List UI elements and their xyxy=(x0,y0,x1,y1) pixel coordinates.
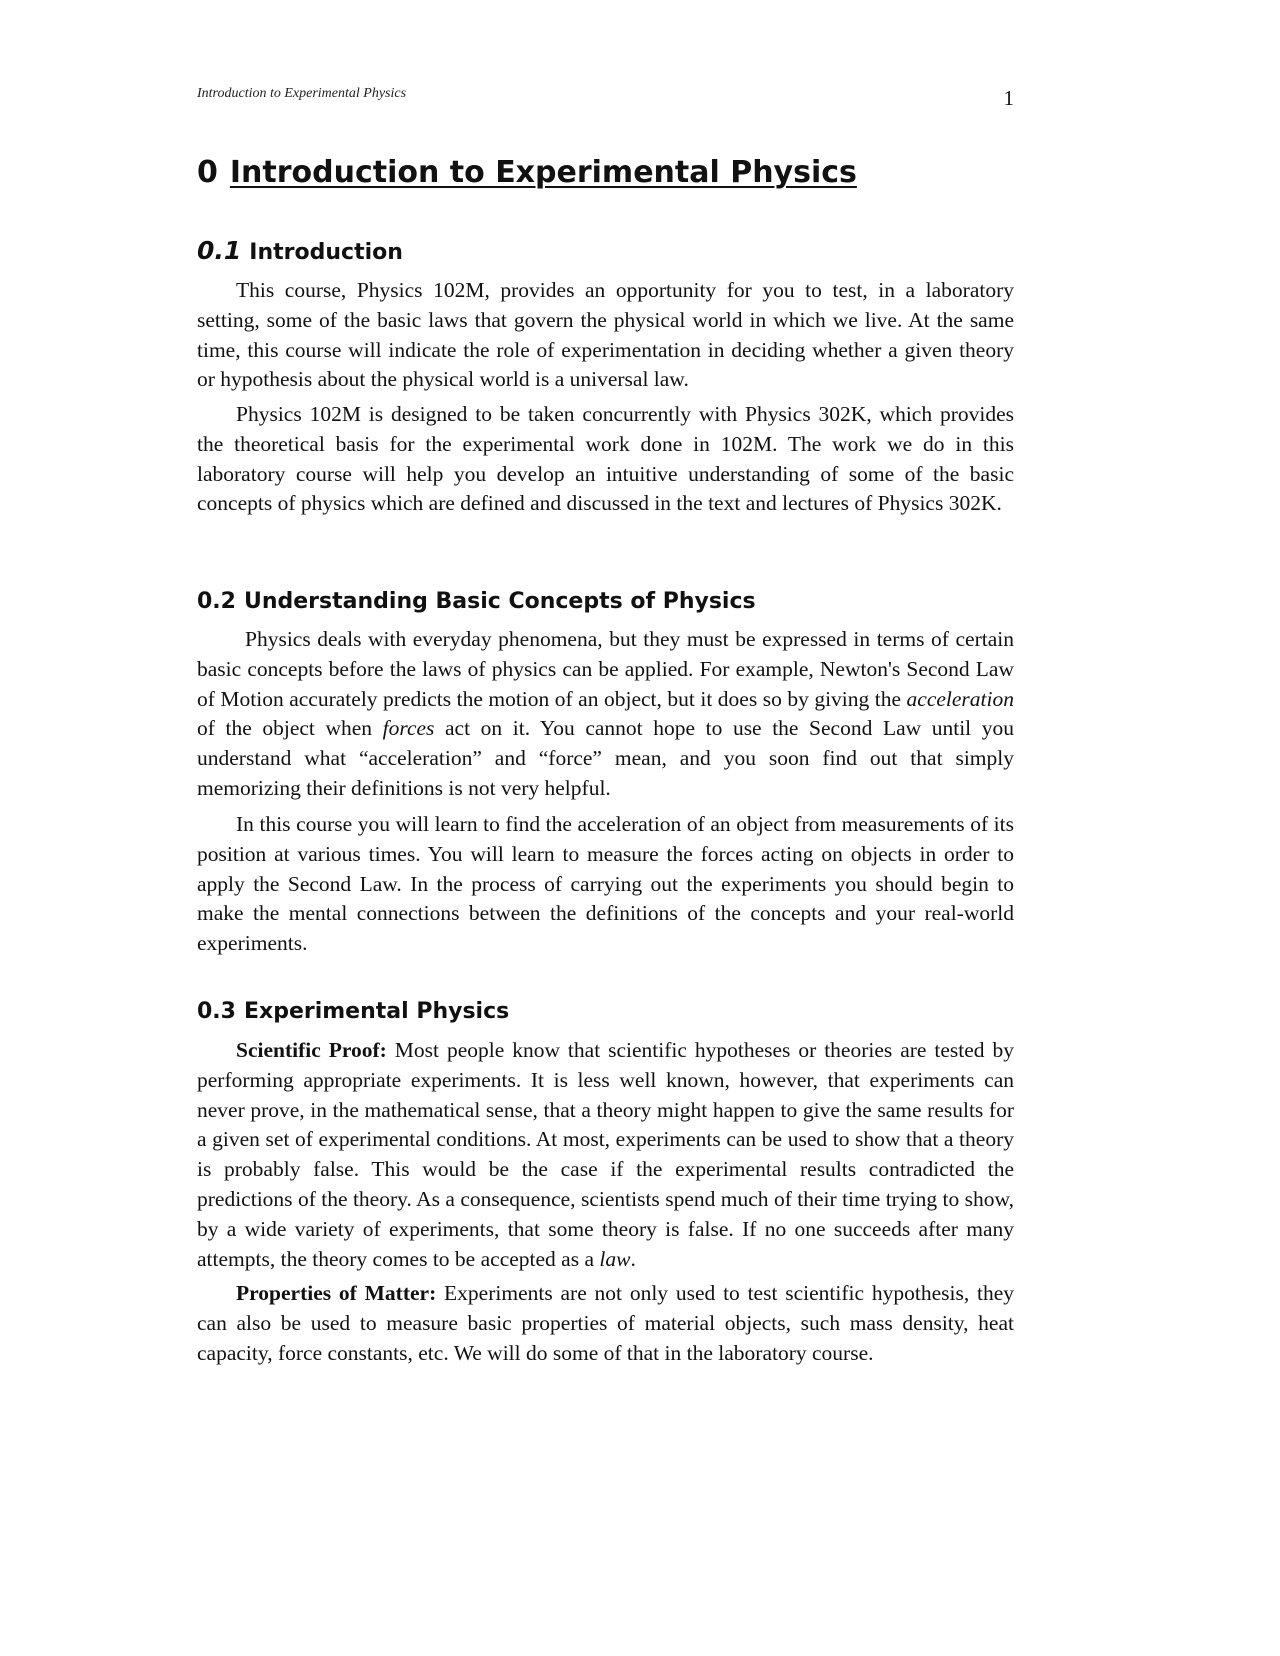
paragraph xyxy=(197,1036,1014,1274)
text-segment: Experiments are not only used to test scientific hypothesis, they can also be used to measure basic properties of material objects, such mass density, heat capacity, force constants, etc. We will do some of that in the laboratory course. xyxy=(197,1281,1015,1365)
emphasis: forces xyxy=(382,716,435,741)
running-header: Introduction to Experimental Physics xyxy=(197,86,407,101)
section-heading-understanding-basic-concepts xyxy=(197,589,756,614)
run-in-heading: Properties of Matter: xyxy=(236,1281,437,1305)
page-number: 1 xyxy=(1003,86,1014,110)
section-title-text: Introduction xyxy=(249,240,403,265)
paragraph xyxy=(197,276,1014,395)
text-segment: . xyxy=(630,1246,636,1271)
section-number: 0.1 xyxy=(197,236,242,265)
text-segment: In this course you will learn to find the acceleration of an object from measurements of its position at various times. You will learn to measure the forces acting on objects in order to apply the Second Law. In the process of carrying out the experiments you should begin to make the mental connections between the definitions of the concepts and your real-world experiments. xyxy=(197,812,1014,956)
text-segment: Physics deals with everyday phenomena, but they must be expressed in terms of certain basic concepts before the laws of physics can be applied. For example, Newton's Second Law of Motion accurately predicts the motion of an object, but it does so by giving the xyxy=(197,627,1014,711)
text-segment: of the object when xyxy=(197,716,383,741)
paragraph xyxy=(197,1279,1014,1368)
section-heading-experimental-physics xyxy=(197,999,509,1024)
section-number: 0.2 xyxy=(197,589,236,614)
section-title-text: Understanding Basic Concepts of Physics xyxy=(243,589,756,614)
paragraph xyxy=(197,625,1014,804)
text-segment: Most people know that scientific hypotheses or theories are tested by performing appropriate experiments. It is less well known, however, that experiments can never prove, in the mathematical sense, that a theory might happen to give the same results for a given set of experimental conditions. At most, experiments can be used to show that a theory is probably false. This would be the case if the experimental results contradicted the predictions of the theory. As a consequence, scientists spend much of their time trying to show, by a wide variety of experiments, that some theory is false. If no one succeeds after many attempts, the theory comes to be accepted as a xyxy=(197,1038,1014,1271)
text-segment: This course, Physics 102M, provides an opportunity for you to test, in a laboratory setting, some of the basic laws that govern the physical world in which we live. At the same time, this course will indicate the role of experimentation in deciding whether a given theory or hypothesis about the physical world is a universal law. xyxy=(197,278,1014,392)
section-title-text: Experimental Physics xyxy=(243,999,510,1024)
chapter-title-text: Introduction to Experimental Physics xyxy=(229,155,857,190)
section-number: 0.3 xyxy=(197,999,236,1024)
text-segment: Physics 102M is designed to be taken concurrently with Physics 302K, which provides the theoretical basis for the experimental work done in 102M. The work we do in this laboratory course will help you develop an intuitive understanding of some of the basic concepts of physics which are defined and discussed in the text and lectures of Physics 302K. xyxy=(197,402,1014,516)
chapter-number: 0 xyxy=(197,155,218,190)
chapter-title xyxy=(197,155,857,190)
section-heading-introduction xyxy=(197,236,403,265)
paragraph xyxy=(197,400,1014,519)
emphasis: acceleration xyxy=(906,686,1014,711)
run-in-heading: Scientific Proof: xyxy=(236,1038,387,1062)
emphasis: law xyxy=(599,1246,631,1271)
text-segment: act on it. You cannot hope to use the Second Law until you understand what “acceleration” and “force” mean, and you soon find out that simply memorizing their definitions is not very helpful. xyxy=(197,716,1014,800)
paragraph xyxy=(197,810,1014,959)
